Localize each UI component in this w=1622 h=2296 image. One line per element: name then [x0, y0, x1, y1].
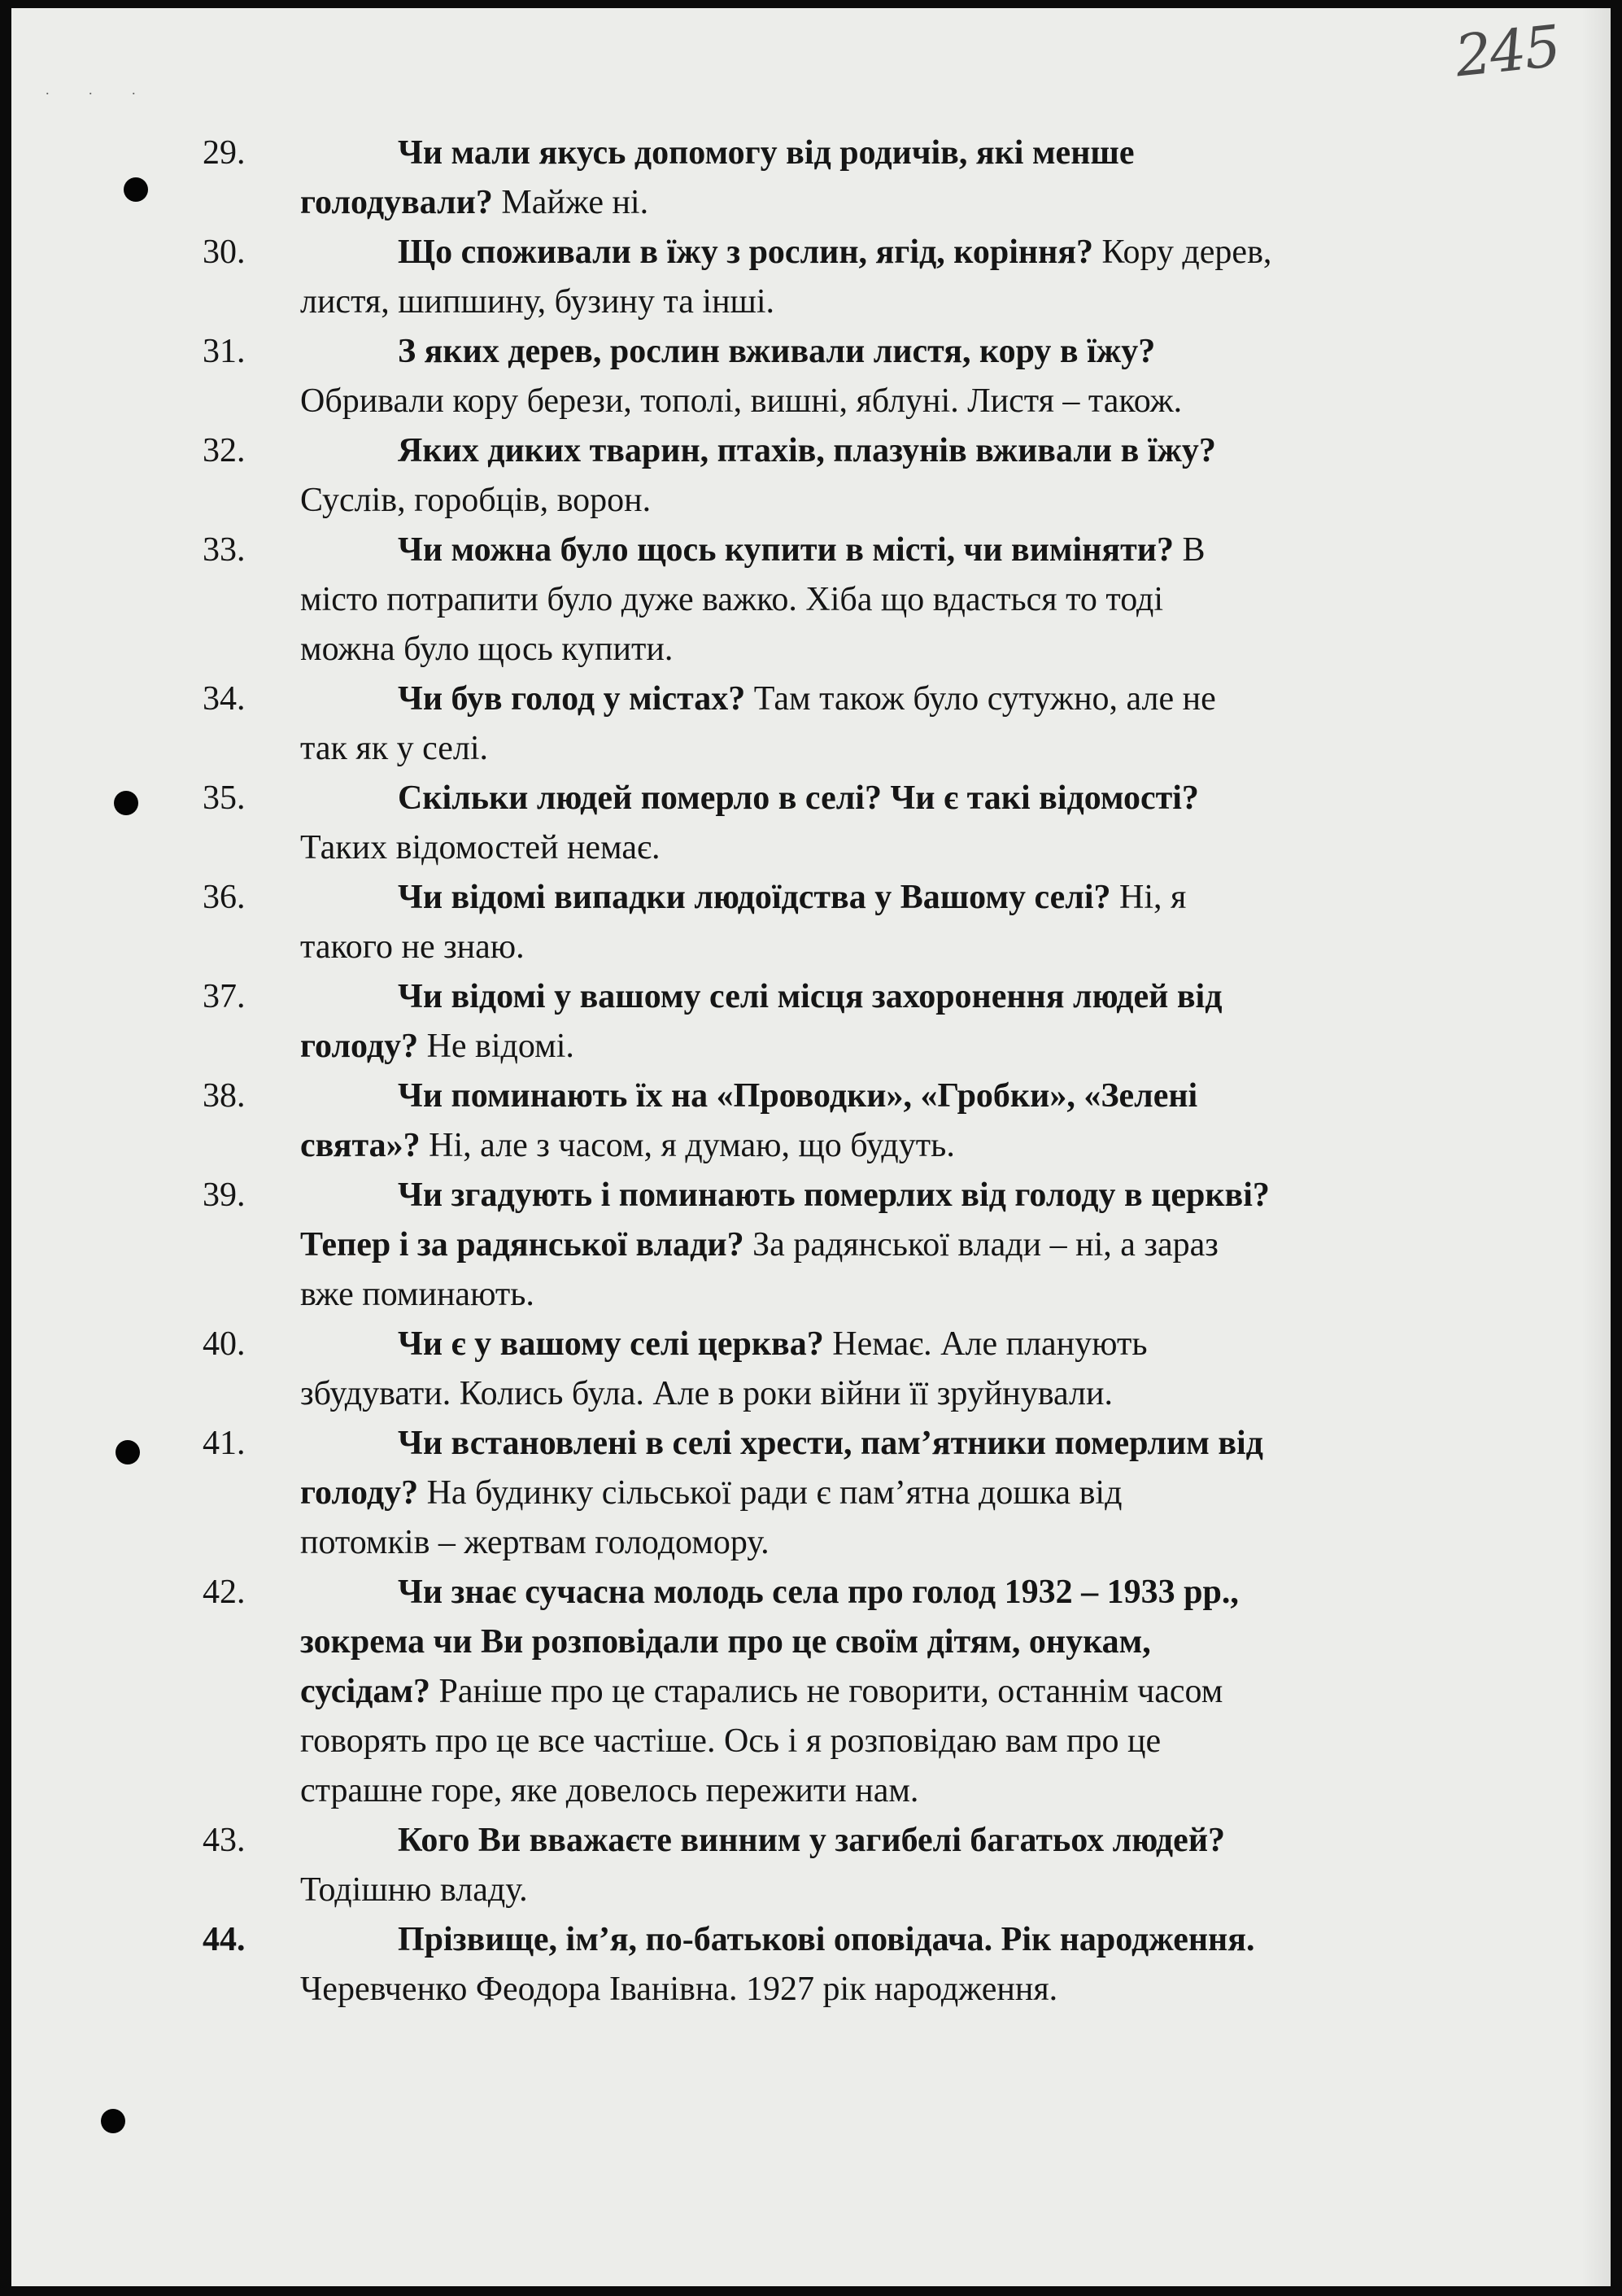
- answer-text: Не відомі.: [418, 1028, 574, 1065]
- answer-text: збудувати. Колись була. Але в роки війни її зруйнували.: [300, 1375, 1113, 1412]
- item-number: 38.: [203, 1077, 246, 1115]
- answer-text: страшне горе, яке довелось пережити нам.: [300, 1772, 919, 1809]
- item-number: 43.: [203, 1822, 246, 1859]
- questionnaire-list: [203, 129, 1545, 2014]
- question-text: Чи відомі випадки людоїдства у Вашому селі?: [398, 879, 1111, 916]
- item-number: 37.: [203, 978, 246, 1015]
- qa-item: [203, 1072, 1545, 1171]
- text-line: [300, 178, 1545, 228]
- qa-item: [203, 129, 1545, 228]
- question-text: Що споживали в їжу з рослин, ягід, коріння?: [398, 234, 1094, 271]
- answer-text: так як у селі.: [300, 730, 489, 767]
- item-number: 44.: [203, 1921, 246, 1958]
- question-line: [300, 1568, 1545, 1617]
- text-line: [300, 1369, 1545, 1419]
- question-line: [300, 1320, 1545, 1369]
- question-line: [300, 1816, 1545, 1866]
- answer-text: Суслів, горобців, ворон.: [300, 482, 652, 519]
- question-line: [300, 1915, 1545, 1965]
- question-text: Чи можна було щось купити в місті, чи виміняти?: [398, 531, 1174, 569]
- qa-item: [203, 774, 1545, 873]
- qa-item: [203, 873, 1545, 972]
- question-text: Чи був голод у містах?: [398, 680, 746, 718]
- question-line: [300, 1171, 1545, 1220]
- answer-text: такого не знаю.: [300, 928, 525, 966]
- qa-item: [203, 426, 1545, 526]
- document-page: [11, 8, 1611, 2286]
- punch-hole: [116, 1440, 140, 1464]
- text-line: [300, 1866, 1545, 1915]
- question-line: [300, 1419, 1545, 1469]
- question-text: Чи є у вашому селі церква?: [398, 1325, 824, 1363]
- answer-text: Раніше про це старались не говорити, останнім часом: [429, 1673, 1223, 1710]
- qa-item: [203, 1320, 1545, 1419]
- text-line: [300, 1518, 1545, 1568]
- punch-hole: [101, 2109, 125, 2133]
- text-line: [300, 1469, 1545, 1518]
- text-line: [300, 923, 1545, 972]
- item-number: 29.: [203, 134, 246, 172]
- answer-text: потомків – жертвам голодомору.: [300, 1524, 770, 1561]
- question-text: голоду?: [300, 1028, 419, 1065]
- question-text: Чи згадують і поминають померлих від голоду в церкві?: [398, 1176, 1270, 1214]
- answer-text: За радянської влади – ні, а зараз: [743, 1226, 1219, 1264]
- question-line: [300, 426, 1545, 476]
- item-number: 42.: [203, 1574, 246, 1611]
- question-text: зокрема чи Ви розповідали про це своїм дітям, онукам,: [300, 1623, 1151, 1661]
- question-text: Чи знає сучасна молодь села про голод 1932 – 1933 рр.,: [398, 1574, 1239, 1611]
- answer-text: говорять про це все частіше. Ось і я розповідаю вам про це: [300, 1722, 1162, 1760]
- question-line: [300, 1072, 1545, 1121]
- answer-text: Таких відомостей немає.: [300, 829, 661, 866]
- question-text: Чи мали якусь допомогу від родичів, які менше: [398, 134, 1135, 172]
- answer-text: можна було щось купити.: [300, 631, 674, 668]
- punch-hole: [124, 177, 148, 202]
- handwritten-page-number: 245: [1452, 12, 1563, 90]
- question-text: Тепер і за радянської влади?: [300, 1226, 744, 1264]
- punch-hole: [114, 791, 138, 815]
- text-line: [300, 1121, 1545, 1171]
- question-text: Чи відомі у вашому селі місця захоронення людей від: [398, 978, 1223, 1015]
- qa-item: [203, 1171, 1545, 1320]
- qa-item: [203, 972, 1545, 1072]
- question-text: Скільки людей померло в селі? Чи є такі відомості?: [398, 779, 1199, 817]
- question-text: голодували?: [300, 184, 493, 221]
- question-line: [300, 327, 1545, 377]
- answer-text: Немає. Але планують: [823, 1325, 1148, 1363]
- text-line: [300, 1965, 1545, 2014]
- qa-item: [203, 1915, 1545, 2014]
- answer-text: листя, шипшину, бузину та інші.: [300, 283, 775, 321]
- qa-item: [203, 1419, 1545, 1568]
- text-line: [300, 1220, 1545, 1270]
- item-number: 31.: [203, 333, 246, 370]
- answer-text: Майже ні.: [492, 184, 649, 221]
- item-number: 34.: [203, 680, 246, 718]
- question-line: [300, 129, 1545, 178]
- question-text: Чи встановлені в селі хрести, пам’ятники померлим від: [398, 1425, 1263, 1462]
- answer-text: На будинку сільської ради є пам’ятна дошка від: [418, 1474, 1123, 1512]
- text-line: [300, 724, 1545, 774]
- text-line: [300, 277, 1545, 327]
- qa-item: [203, 1816, 1545, 1915]
- question-text: Чи поминають їх на «Проводки», «Гробки», «Зелені: [398, 1077, 1198, 1115]
- question-text: свята»?: [300, 1127, 421, 1164]
- question-line: [300, 228, 1545, 277]
- text-line: [300, 1667, 1545, 1717]
- text-line: [300, 575, 1545, 625]
- answer-text: Ні, я: [1110, 879, 1187, 916]
- answer-text: В: [1173, 531, 1206, 569]
- qa-item: [203, 228, 1545, 327]
- answer-text: Черевченко Феодора Іванівна. 1927 рік народження.: [300, 1971, 1058, 2008]
- qa-item: [203, 327, 1545, 426]
- item-number: 30.: [203, 234, 246, 271]
- question-line: [300, 972, 1545, 1022]
- question-line: [300, 526, 1545, 575]
- text-line: [300, 625, 1545, 674]
- corner-marks: . . .: [46, 81, 154, 98]
- qa-item: [203, 1568, 1545, 1816]
- answer-text: Ні, але з часом, я думаю, що будуть.: [420, 1127, 955, 1164]
- text-line: [300, 1270, 1545, 1320]
- text-line: [300, 1717, 1545, 1766]
- question-line: [300, 873, 1545, 923]
- answer-text: місто потрапити було дуже важко. Хіба що вдасться то тоді: [300, 581, 1164, 618]
- question-line: [300, 774, 1545, 823]
- item-number: 40.: [203, 1325, 246, 1363]
- text-line: [300, 1617, 1545, 1667]
- answer-text: Обривали кору берези, тополі, вишні, яблуні. Листя – також.: [300, 382, 1183, 420]
- text-line: [300, 1022, 1545, 1072]
- question-text: Яких диких тварин, птахів, плазунів вживали в їжу?: [398, 432, 1216, 469]
- question-text: Кого Ви вважаєте винним у загибелі багатьох людей?: [398, 1822, 1226, 1859]
- question-text: голоду?: [300, 1474, 419, 1512]
- item-number: 36.: [203, 879, 246, 916]
- question-text: Прізвище, ім’я, по-батькові оповідача. Рік народження.: [398, 1921, 1255, 1958]
- answer-text: вже поминають.: [300, 1276, 534, 1313]
- answer-text: Кору дерев,: [1093, 234, 1272, 271]
- item-number: 41.: [203, 1425, 246, 1462]
- answer-text: Тодішню владу.: [300, 1871, 528, 1909]
- item-number: 32.: [203, 432, 246, 469]
- question-text: З яких дерев, рослин вживали листя, кору в їжу?: [398, 333, 1156, 370]
- item-number: 35.: [203, 779, 246, 817]
- qa-item: [203, 674, 1545, 774]
- item-number: 33.: [203, 531, 246, 569]
- text-line: [300, 377, 1545, 426]
- qa-item: [203, 526, 1545, 674]
- text-line: [300, 476, 1545, 526]
- question-text: сусідам?: [300, 1673, 430, 1710]
- answer-text: Там також було сутужно, але не: [745, 680, 1216, 718]
- item-number: 39.: [203, 1176, 246, 1214]
- page-edge-shadow: [1581, 8, 1611, 2286]
- question-line: [300, 674, 1545, 724]
- text-line: [300, 823, 1545, 873]
- text-line: [300, 1766, 1545, 1816]
